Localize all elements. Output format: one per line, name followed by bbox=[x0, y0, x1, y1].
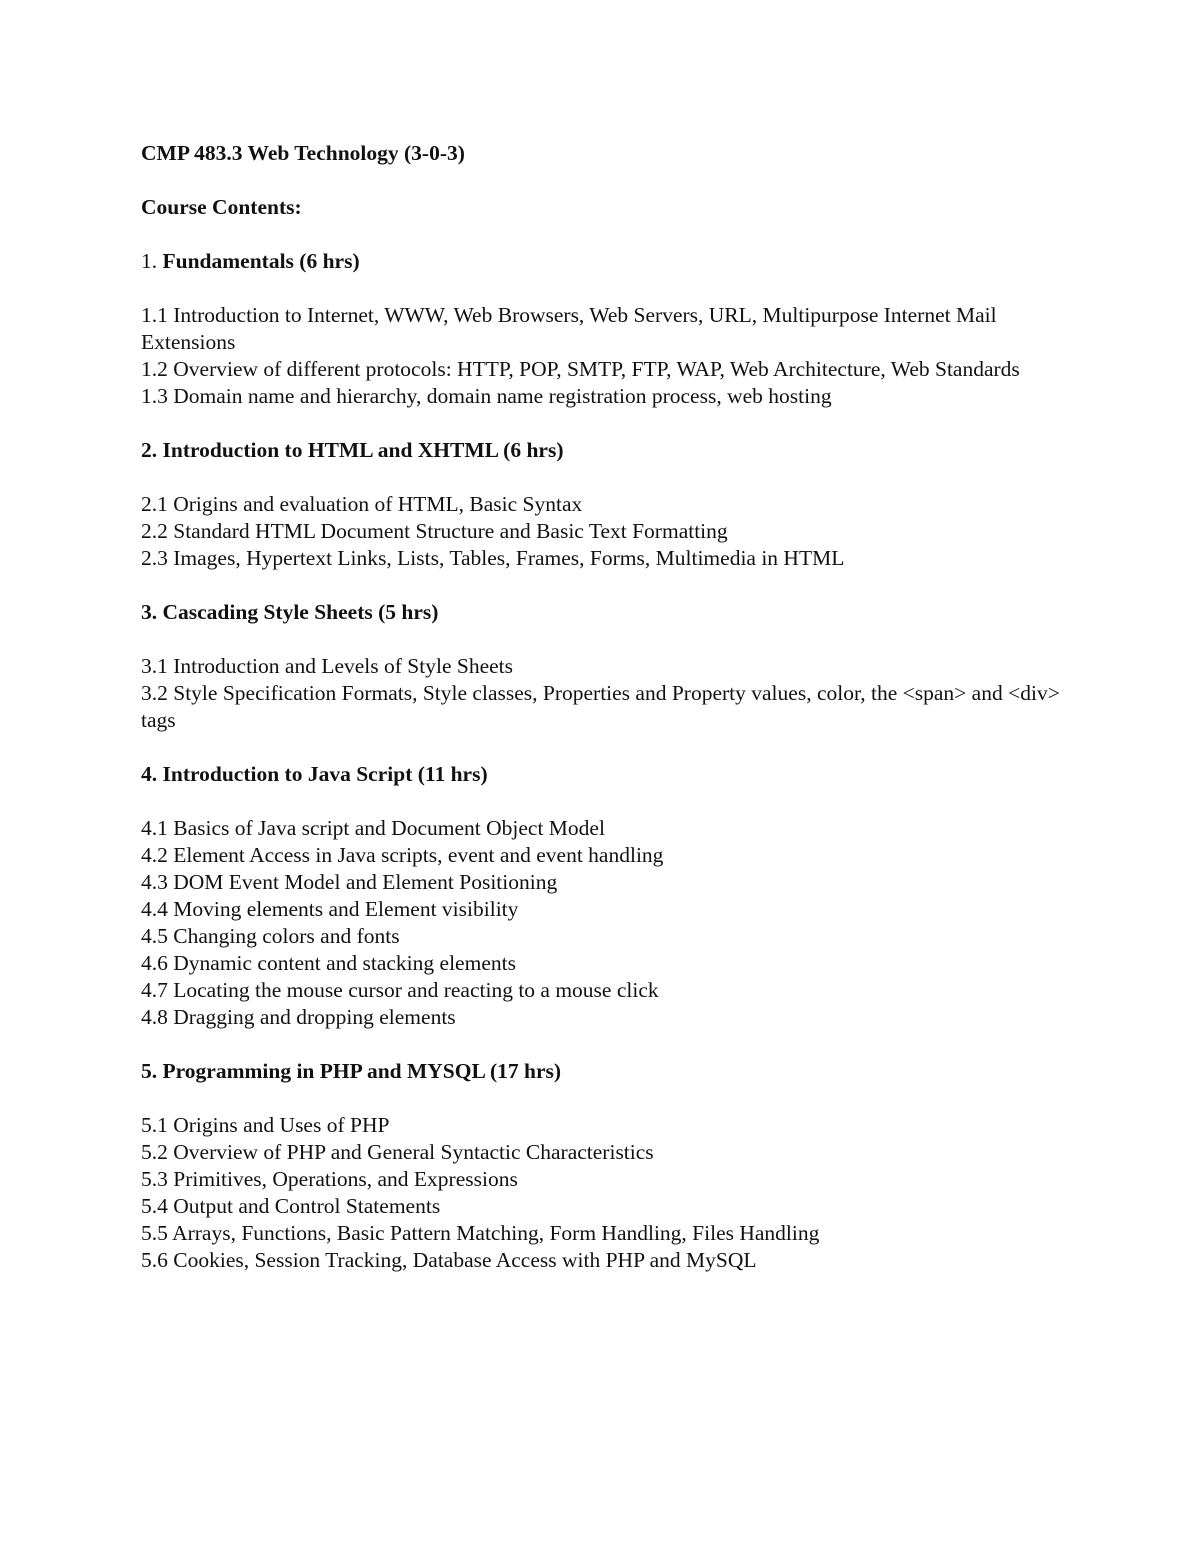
topic-item: 4.7 Locating the mouse cursor and reacting to a mouse click bbox=[141, 978, 659, 1002]
topic-item: 4.5 Changing colors and fonts bbox=[141, 924, 400, 948]
sections-container bbox=[141, 248, 1061, 1274]
topic-item: 4.8 Dragging and dropping elements bbox=[141, 1005, 456, 1029]
section-heading bbox=[141, 1058, 1061, 1085]
section-heading bbox=[141, 437, 1061, 464]
topic-item: 4.6 Dynamic content and stacking elements bbox=[141, 951, 516, 975]
section-heading bbox=[141, 248, 1061, 275]
section-number: 1. bbox=[141, 249, 163, 273]
spacer bbox=[141, 572, 1061, 599]
section-title: Introduction to Java Script (11 hrs) bbox=[162, 762, 488, 786]
topic-item: 4.4 Moving elements and Element visibility bbox=[141, 897, 519, 921]
spacer bbox=[141, 1085, 1061, 1112]
topic-item: 3.1 Introduction and Levels of Style Sheets bbox=[141, 654, 513, 678]
topic-item: 2.1 Origins and evaluation of HTML, Basic Syntax bbox=[141, 492, 583, 516]
spacer bbox=[141, 464, 1061, 491]
document-title: CMP 483.3 Web Technology (3-0-3) bbox=[141, 141, 465, 165]
topic-item: 5.4 Output and Control Statements bbox=[141, 1194, 441, 1218]
course-contents-label: Course Contents: bbox=[141, 195, 302, 219]
topic-item: 2.2 Standard HTML Document Structure and Basic Text Formatting bbox=[141, 519, 728, 543]
topic-item: 5.1 Origins and Uses of PHP bbox=[141, 1113, 390, 1137]
spacer bbox=[141, 275, 1061, 302]
topic-item: 5.6 Cookies, Session Tracking, Database Access with PHP and MySQL bbox=[141, 1248, 757, 1272]
topic-item: 5.2 Overview of PHP and General Syntactic Characteristics bbox=[141, 1140, 654, 1164]
section-title: Introduction to HTML and XHTML (6 hrs) bbox=[162, 438, 564, 462]
topic-item: 5.3 Primitives, Operations, and Expressions bbox=[141, 1167, 518, 1191]
section-number: 2. bbox=[141, 438, 163, 462]
spacer bbox=[141, 410, 1061, 437]
topic-item: 3.2 Style Specification Formats, Style classes, Properties and Property values, color, the <span> and <div> tags bbox=[141, 681, 1060, 732]
topic-item: 1.1 Introduction to Internet, WWW, Web Browsers, Web Servers, URL, Multipurpose Internet Mail Extensions bbox=[141, 303, 997, 354]
section-heading bbox=[141, 761, 1061, 788]
section-1 bbox=[141, 248, 1061, 437]
spacer bbox=[141, 1031, 1061, 1058]
section-title: Programming in PHP and MYSQL (17 hrs) bbox=[162, 1059, 562, 1083]
topic-item: 5.5 Arrays, Functions, Basic Pattern Matching, Form Handling, Files Handling bbox=[141, 1221, 820, 1245]
topic-item: 4.1 Basics of Java script and Document Object Model bbox=[141, 816, 605, 840]
topic-item: 1.3 Domain name and hierarchy, domain name registration process, web hosting bbox=[141, 384, 832, 408]
section-number: 3. bbox=[141, 600, 163, 624]
spacer bbox=[141, 626, 1061, 653]
topic-item: 2.3 Images, Hypertext Links, Lists, Tables, Frames, Forms, Multimedia in HTML bbox=[141, 546, 845, 570]
spacer bbox=[141, 788, 1061, 815]
section-title: Fundamentals (6 hrs) bbox=[162, 249, 360, 273]
section-number: 4. bbox=[141, 762, 163, 786]
topic-item: 4.2 Element Access in Java scripts, event and event handling bbox=[141, 843, 664, 867]
topic-item: 4.3 DOM Event Model and Element Positioning bbox=[141, 870, 558, 894]
document-page bbox=[141, 140, 1061, 1274]
section-2 bbox=[141, 437, 1061, 599]
section-title: Cascading Style Sheets (5 hrs) bbox=[162, 600, 439, 624]
section-heading bbox=[141, 599, 1061, 626]
section-4 bbox=[141, 761, 1061, 1058]
spacer bbox=[141, 734, 1061, 761]
spacer bbox=[141, 221, 1061, 248]
section-5 bbox=[141, 1058, 1061, 1274]
section-number: 5. bbox=[141, 1059, 163, 1083]
section-3 bbox=[141, 599, 1061, 761]
spacer bbox=[141, 167, 1061, 194]
topic-item: 1.2 Overview of different protocols: HTTP, POP, SMTP, FTP, WAP, Web Architecture, Web Standards bbox=[141, 357, 1020, 381]
